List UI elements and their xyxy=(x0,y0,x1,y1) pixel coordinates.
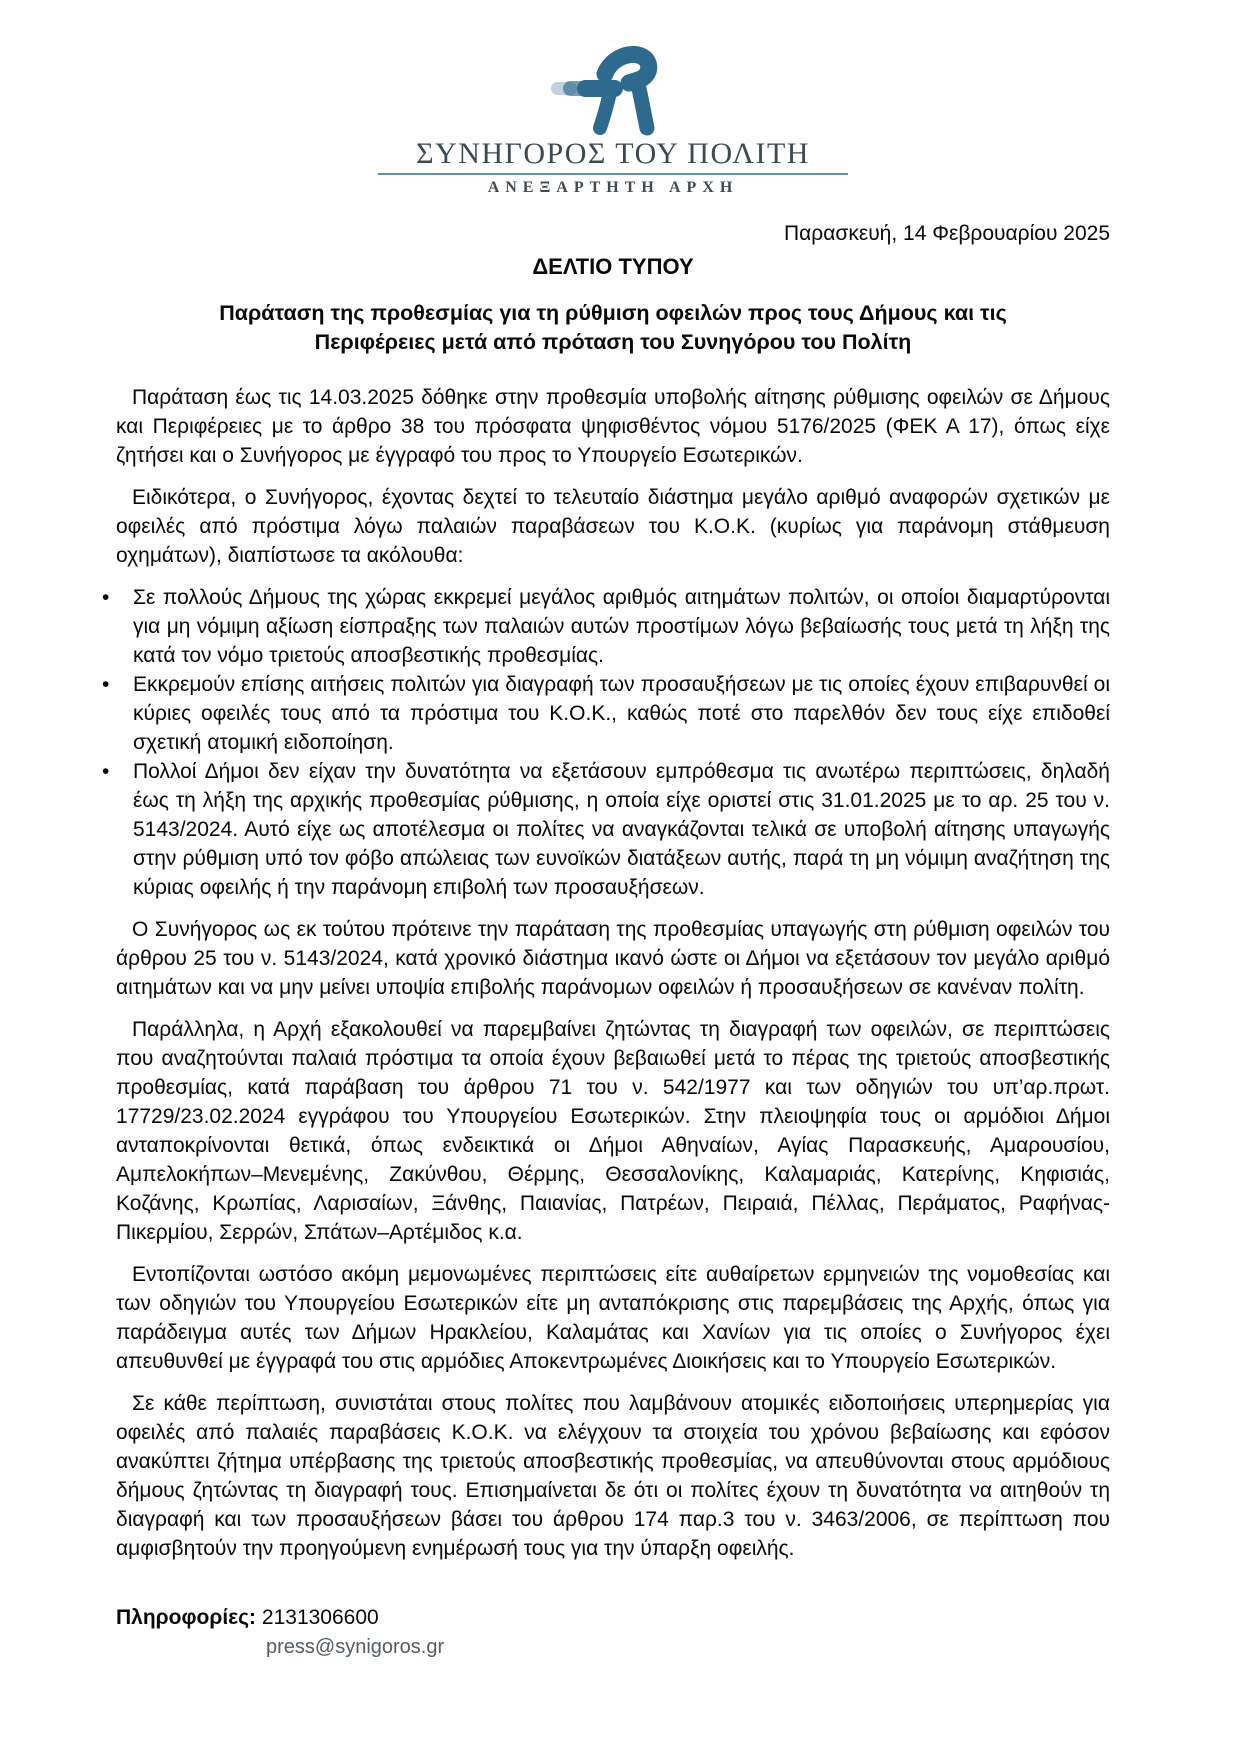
contact-block xyxy=(116,1603,1110,1660)
info-email: press@synigoros.gr xyxy=(266,1635,445,1658)
logo-block xyxy=(116,30,1110,197)
paragraph-closing-1: Ο Συνήγορος ως εκ τούτου πρότεινε την παράταση της προθεσμίας υπαγωγής στη ρύθμιση οφειλών του άρθρου 25 του ν. 5143/2024, κατά χρονικό διάστημα ικανό ώστε οι Δήμοι να εξετάσουν τον μεγάλο αριθμό αιτημάτων και να μην μείνει υποψία επιβολής παράνομων οφειλών ή προσαυξήσεων σε κανέναν πολίτη. xyxy=(116,917,1110,999)
ombudsman-brush-symbol-icon xyxy=(549,36,677,136)
paragraph-closing-3: Εντοπίζονται ωστόσο ακόμη μεμονωμένες περιπτώσεις είτε αυθαίρετων ερμηνειών της νομοθεσίας και των οδηγιών του Υπουργείου Εσωτερικών είτε μη ανταπόκρισης στις παρεμβάσεις της Αρχής, όπως για παράδειγμα αυτές των Δήμων Ηρακλείου, Καλαμάτας και Χανίων για τις οποίες ο Συνήγορος έχει απευθυνθεί με έγγραφά του στις αρμόδιες Αποκεντρωμένες Διοικήσεις και το Υπουργείο Εσωτερικών. xyxy=(116,1262,1110,1373)
bullet-item-1: • Σε πολλούς Δήμους της χώρας εκκρεμεί μεγάλος αριθμός αιτημάτων πολιτών, οι οποίοι διαμαρτύρονται για μη νόμιμη αξίωση είσπραξης των παλαιών αυτών προστίμων λόγω βεβαίωσής τους μετά τη λήξη της κατά τον νόμο τριετούς αποσβεστικής προθεσμίας. xyxy=(116,583,1110,670)
doc-type-heading: ΔΕΛΤΙΟ ΤΥΠΟΥ xyxy=(532,253,694,279)
paragraph-closing-4: Σε κάθε περίπτωση, συνιστάται στους πολίτες που λαμβάνουν ατομικές ειδοποιήσεις υπερημερίας για οφειλές από παλαιές παραβάσεις Κ.Ο.Κ. να ελέγχουν τα στοιχεία του χρόνου βεβαίωσης και εφόσον ανακύπτει ζήτημα υπέρβασης της τριετούς αποσβεστικής προθεσμίας, να απευθύνονται στους αρμόδιους δήμους ζητώντας τη διαγραφή τους. Επισημαίνεται δε ότι οι πολίτες έχουν τη δυνατότητα να αιτηθούν τη διαγραφή και των προσαυξήσεων βάσει του άρθρου 174 παρ.3 του ν. 3463/2006, σε περίπτωση που αμφισβητούν την προηγούμενη ενημέρωσή τους για την ύπαρξη οφειλής. xyxy=(116,1391,1110,1560)
info-line xyxy=(116,1603,1110,1632)
date-line: Παρασκευή, 14 Φεβρουαρίου 2025 xyxy=(783,221,1110,245)
press-release-title xyxy=(148,299,1078,357)
bullet-item-2: • Εκκρεμούν επίσης αιτήσεις πολιτών για διαγραφή των προσαυξήσεων με τις οποίες έχουν επιβαρυνθεί οι κύριες οφειλές τους από τα πρόστιμα του Κ.Ο.Κ., καθώς ποτέ στο παρελθόν δεν τους είχε επιδοθεί σχετική ατομική ειδοποίηση. xyxy=(116,670,1110,757)
paragraph-intro-1: Παράταση έως τις 14.03.2025 δόθηκε στην προθεσμία υποβολής αίτησης ρύθμισης οφειλών σε Δήμους και Περιφέρειες με το άρθρο 38 του πρόσφατα ψηφισθέντος νόμου 5176/2025 (ΦΕΚ Α 17), όπως είχε ζητήσει και ο Συνήγορος με έγγραφό του προς το Υπουργείο Εσωτερικών. xyxy=(116,385,1110,467)
press-release-title-line2: Περιφέρειες μετά από πρόταση του Συνηγόρου του Πολίτη xyxy=(314,329,912,354)
document-body xyxy=(116,383,1110,1563)
press-release-title-line1: Παράταση της προθεσμίας για τη ρύθμιση οφειλών προς τους Δήμους και τις xyxy=(219,300,1007,325)
paragraph-closing-2: Παράλληλα, η Αρχή εξακολουθεί να παρεμβαίνει ζητώντας τη διαγραφή των οφειλών, σε περιπτώσεις που αναζητούνται παλαιά πρόστιμα τα οποία έχουν βεβαιωθεί μετά το πέρας της τριετούς αποσβεστικής προθεσμίας, κατά παράβαση του άρθρου 71 του ν. 542/1977 και των οδηγιών του υπ’αρ.πρωτ. 17729/23.02.2024 εγγράφου του Υπουργείου Εσωτερικών. Στην πλειοψηφία τους οι αρμόδιοι Δήμοι ανταποκρίνονται θετικά, όπως ενδεικτικά οι Δήμοι Αθηναίων, Αγίας Παρασκευής, Αμαρουσίου, Αμπελοκήπων–Μενεμένης, Ζακύνθου, Θέρμης, Θεσσαλονίκης, Καλαμαριάς, Κατερίνης, Κηφισιάς, Κοζάνης, Κρωπίας, Λαρισαίων, Ξάνθης, Παιανίας, Πατρέων, Πειραιά, Πέλλας, Περάματος, Ραφήνας-Πικερμίου, Σερρών, Σπάτων–Αρτέμιδος κ.α. xyxy=(116,1017,1110,1244)
paragraph-intro-2: Ειδικότερα, ο Συνήγορος, έχοντας δεχτεί το τελευταίο διάστημα μεγάλο αριθμό αναφορών σχετικών με οφειλές από πρόστιμα λόγω παλαιών παραβάσεων του Κ.Ο.Κ. (κυρίως για παράνομη στάθμευση οχημάτων), διαπίστωσε τα ακόλουθα: xyxy=(116,485,1110,567)
bullet-list xyxy=(116,583,1110,902)
logo-org-name: ΣΥΝΗΓΟΡΟΣ ΤΟΥ ΠΟΛΙΤΗ xyxy=(416,137,810,170)
info-label: Πληροφορίες: xyxy=(116,1605,257,1629)
logo-divider xyxy=(378,173,848,175)
info-phone: 2131306600 xyxy=(261,1605,379,1629)
logo-tagline: ΑΝΕΞΑΡΤΗΤΗ ΑΡΧΗ xyxy=(487,178,739,196)
bullet-item-3: • Πολλοί Δήμοι δεν είχαν την δυνατότητα να εξετάσουν εμπρόθεσμα τις ανωτέρω περιπτώσεις, δηλαδή έως τη λήξη της αρχικής προθεσμίας ρύθμισης, η οποία είχε οριστεί στις 31.01.2025 με το αρ. 25 του ν. 5143/2024. Αυτό είχε ως αποτέλεσμα οι πολίτες να αναγκάζονται τελικά σε υποβολή αίτησης υπαγωγής στην ρύθμιση υπό τον φόβο απώλειας των ευνοϊκών διατάξεων αυτής, παρά τη μη νόμιμη αναζήτηση της κύριας οφειλής ή την παράνομη επιβολή των προσαυξήσεων. xyxy=(116,757,1110,902)
